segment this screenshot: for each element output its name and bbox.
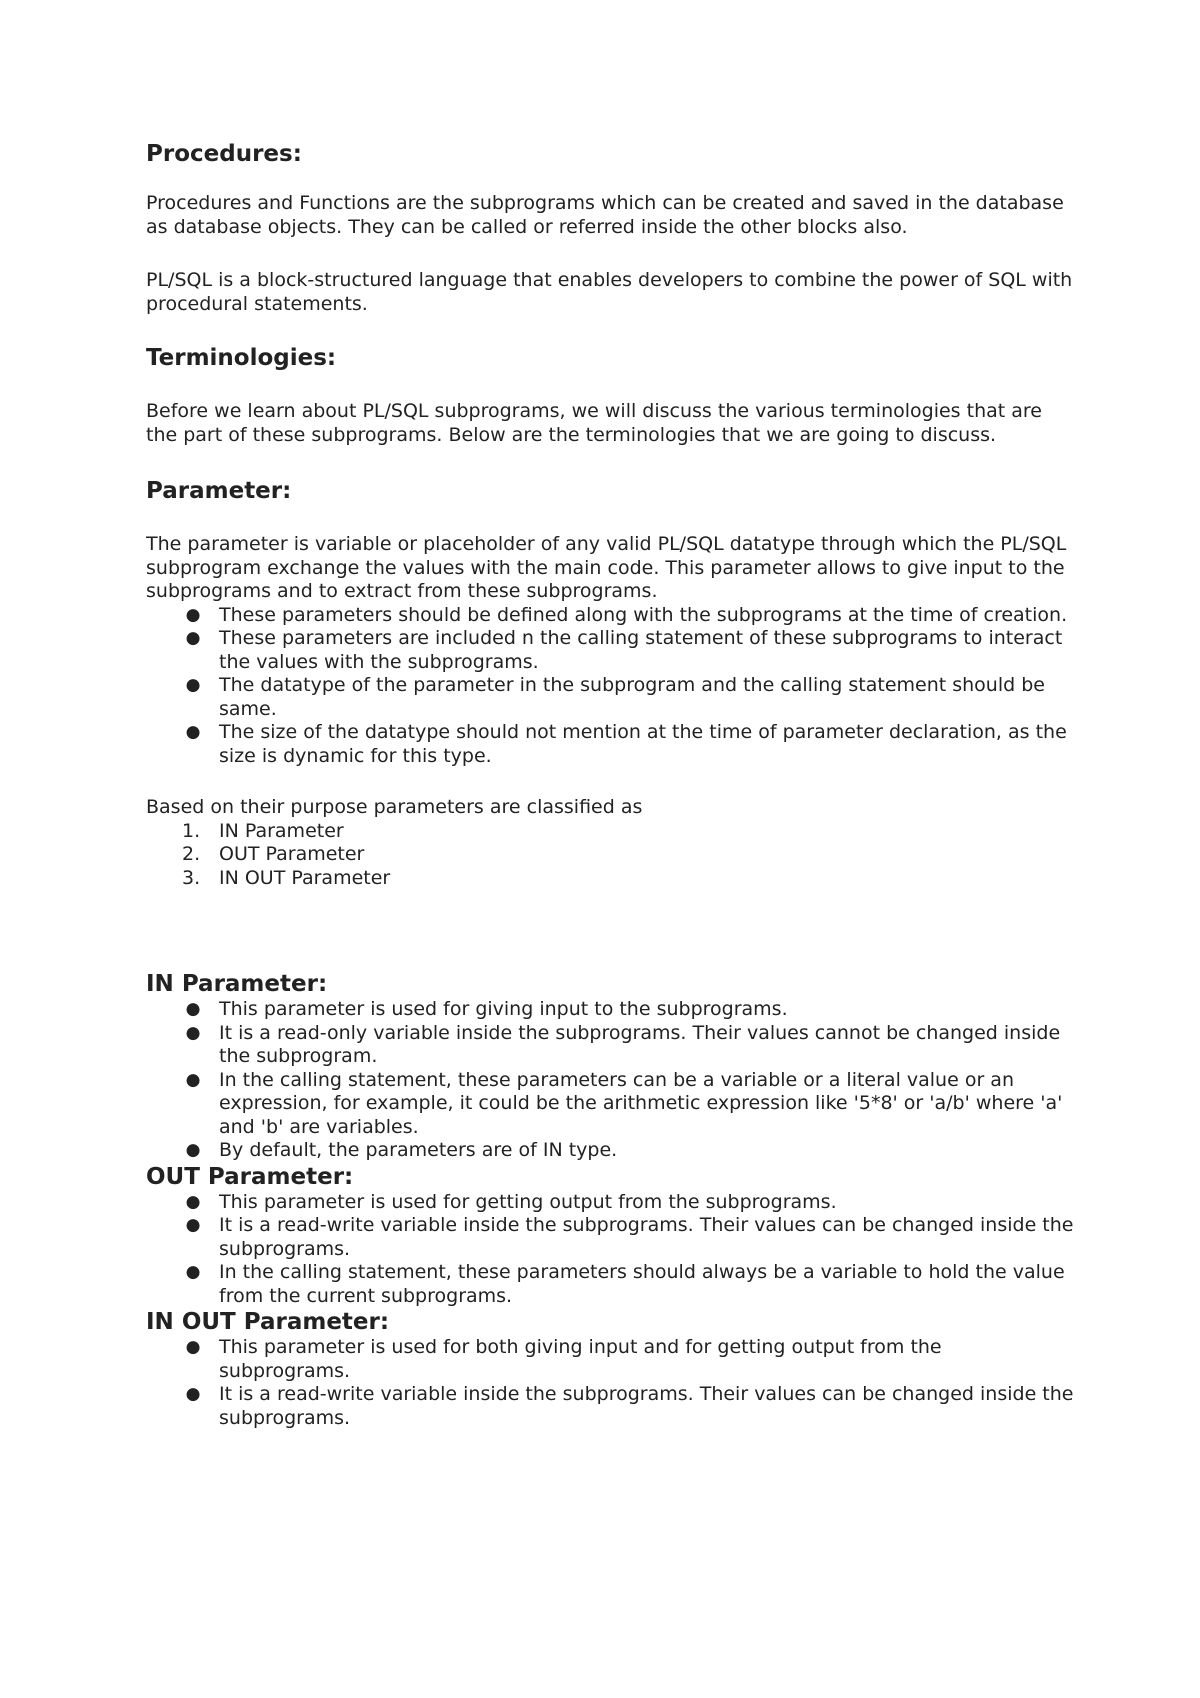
list-item-text: The datatype of the parameter in the subprogram and the calling statement should be same. (219, 674, 1045, 720)
list-item (146, 1336, 1076, 1383)
document-page (146, 140, 1076, 1430)
list-item (146, 998, 1076, 1022)
list-item (146, 627, 1076, 674)
bullet-icon: ● (185, 675, 201, 695)
list-item-text: It is a read-only variable inside the subprograms. Their values cannot be changed inside the subprogram. (219, 1021, 1061, 1067)
bullet-icon: ● (185, 628, 201, 648)
out-parameter-list (146, 1191, 1076, 1309)
list-item-text: These parameters should be defined along with the subprograms at the time of creation. (219, 603, 1068, 626)
list-item-text: IN Parameter (219, 819, 344, 842)
list-item-text: OUT Parameter (219, 843, 365, 865)
list-item (146, 1383, 1076, 1430)
paragraph-classified: Based on their purpose parameters are classified as (146, 796, 643, 818)
bullet-icon: ● (185, 1191, 201, 1212)
bullet-icon: ● (185, 1337, 201, 1357)
list-item (146, 604, 1076, 628)
list-item-text: These parameters are included n the calling statement of these subprograms to interact the values with the subprograms. (219, 627, 1063, 673)
heading-inout-parameter: IN OUT Parameter: (146, 1309, 390, 1335)
parameter-types-list (146, 820, 1076, 891)
list-item (146, 1214, 1076, 1261)
parameter-bullet-list (146, 604, 1076, 769)
list-item-text: It is a read-write variable inside the subprograms. Their values can be changed inside the subprograms. (219, 1383, 1074, 1429)
list-item (146, 1261, 1076, 1308)
bullet-icon: ● (185, 1262, 201, 1282)
list-number: 1. (182, 819, 201, 842)
list-item (146, 1139, 1076, 1163)
list-item-text: The size of the datatype should not mention at the time of parameter declaration, as the size is dynamic for this type. (219, 721, 1067, 767)
list-item (146, 843, 1076, 867)
list-item (146, 867, 1076, 891)
list-item-text: IN OUT Parameter (219, 866, 391, 889)
bullet-icon: ● (185, 722, 201, 742)
in-parameter-list (146, 998, 1076, 1163)
list-item (146, 721, 1076, 768)
heading-out-parameter: OUT Parameter: (146, 1163, 354, 1190)
list-item-text: In the calling statement, these parameters can be a variable or a literal value or an expression, for example, it could be the arithmetic expression like '5*8' or 'a/b' where 'a' and 'b' are variables. (219, 1068, 1063, 1138)
paragraph-procedures-intro: Procedures and Functions are the subprograms which can be created and saved in the database as database objects. They can be called or referred inside the other blocks also. (146, 192, 1064, 238)
list-item-text: This parameter is used for giving input to the subprograms. (219, 998, 788, 1020)
paragraph-parameter: The parameter is variable or placeholder of any valid PL/SQL datatype through which the PL/SQL subprogram exchange the values with the main code. This parameter allows to give input to the subprograms and to extract from these subprograms. (146, 533, 1067, 602)
list-number: 2. (182, 843, 201, 865)
bullet-icon: ● (185, 1384, 201, 1404)
heading-procedures: Procedures: (146, 141, 302, 167)
bullet-icon: ● (185, 604, 201, 625)
list-item (146, 820, 1076, 844)
list-item-text: In the calling statement, these parameters should always be a variable to hold the value from the current subprograms. (219, 1261, 1065, 1307)
list-number: 3. (182, 866, 201, 889)
paragraph-terminologies: Before we learn about PL/SQL subprograms, we will discuss the various terminologies that are the part of these subprograms. Below are the terminologies that we are going to discuss. (146, 400, 1042, 446)
heading-in-parameter: IN Parameter: (146, 971, 328, 997)
list-item-text: It is a read-write variable inside the subprograms. Their values can be changed inside the subprograms. (219, 1214, 1074, 1260)
list-item-text: This parameter is used for getting output from the subprograms. (219, 1190, 837, 1213)
heading-parameter: Parameter: (146, 478, 292, 504)
list-item-text: This parameter is used for both giving input and for getting output from the subprograms. (219, 1336, 942, 1382)
list-item (146, 1191, 1076, 1215)
list-item (146, 674, 1076, 721)
bullet-icon: ● (185, 999, 201, 1019)
bullet-icon: ● (185, 1022, 201, 1043)
list-item (146, 1069, 1076, 1140)
bullet-icon: ● (185, 1140, 201, 1160)
inout-parameter-list (146, 1336, 1076, 1430)
bullet-icon: ● (185, 1069, 201, 1090)
heading-terminologies: Terminologies: (146, 345, 337, 371)
list-item (146, 1022, 1076, 1069)
bullet-icon: ● (185, 1215, 201, 1235)
list-item-text: By default, the parameters are of IN type. (219, 1139, 618, 1161)
paragraph-plsql-intro: PL/SQL is a block-structured language that enables developers to combine the power of SQL with procedural statements. (146, 269, 1073, 315)
